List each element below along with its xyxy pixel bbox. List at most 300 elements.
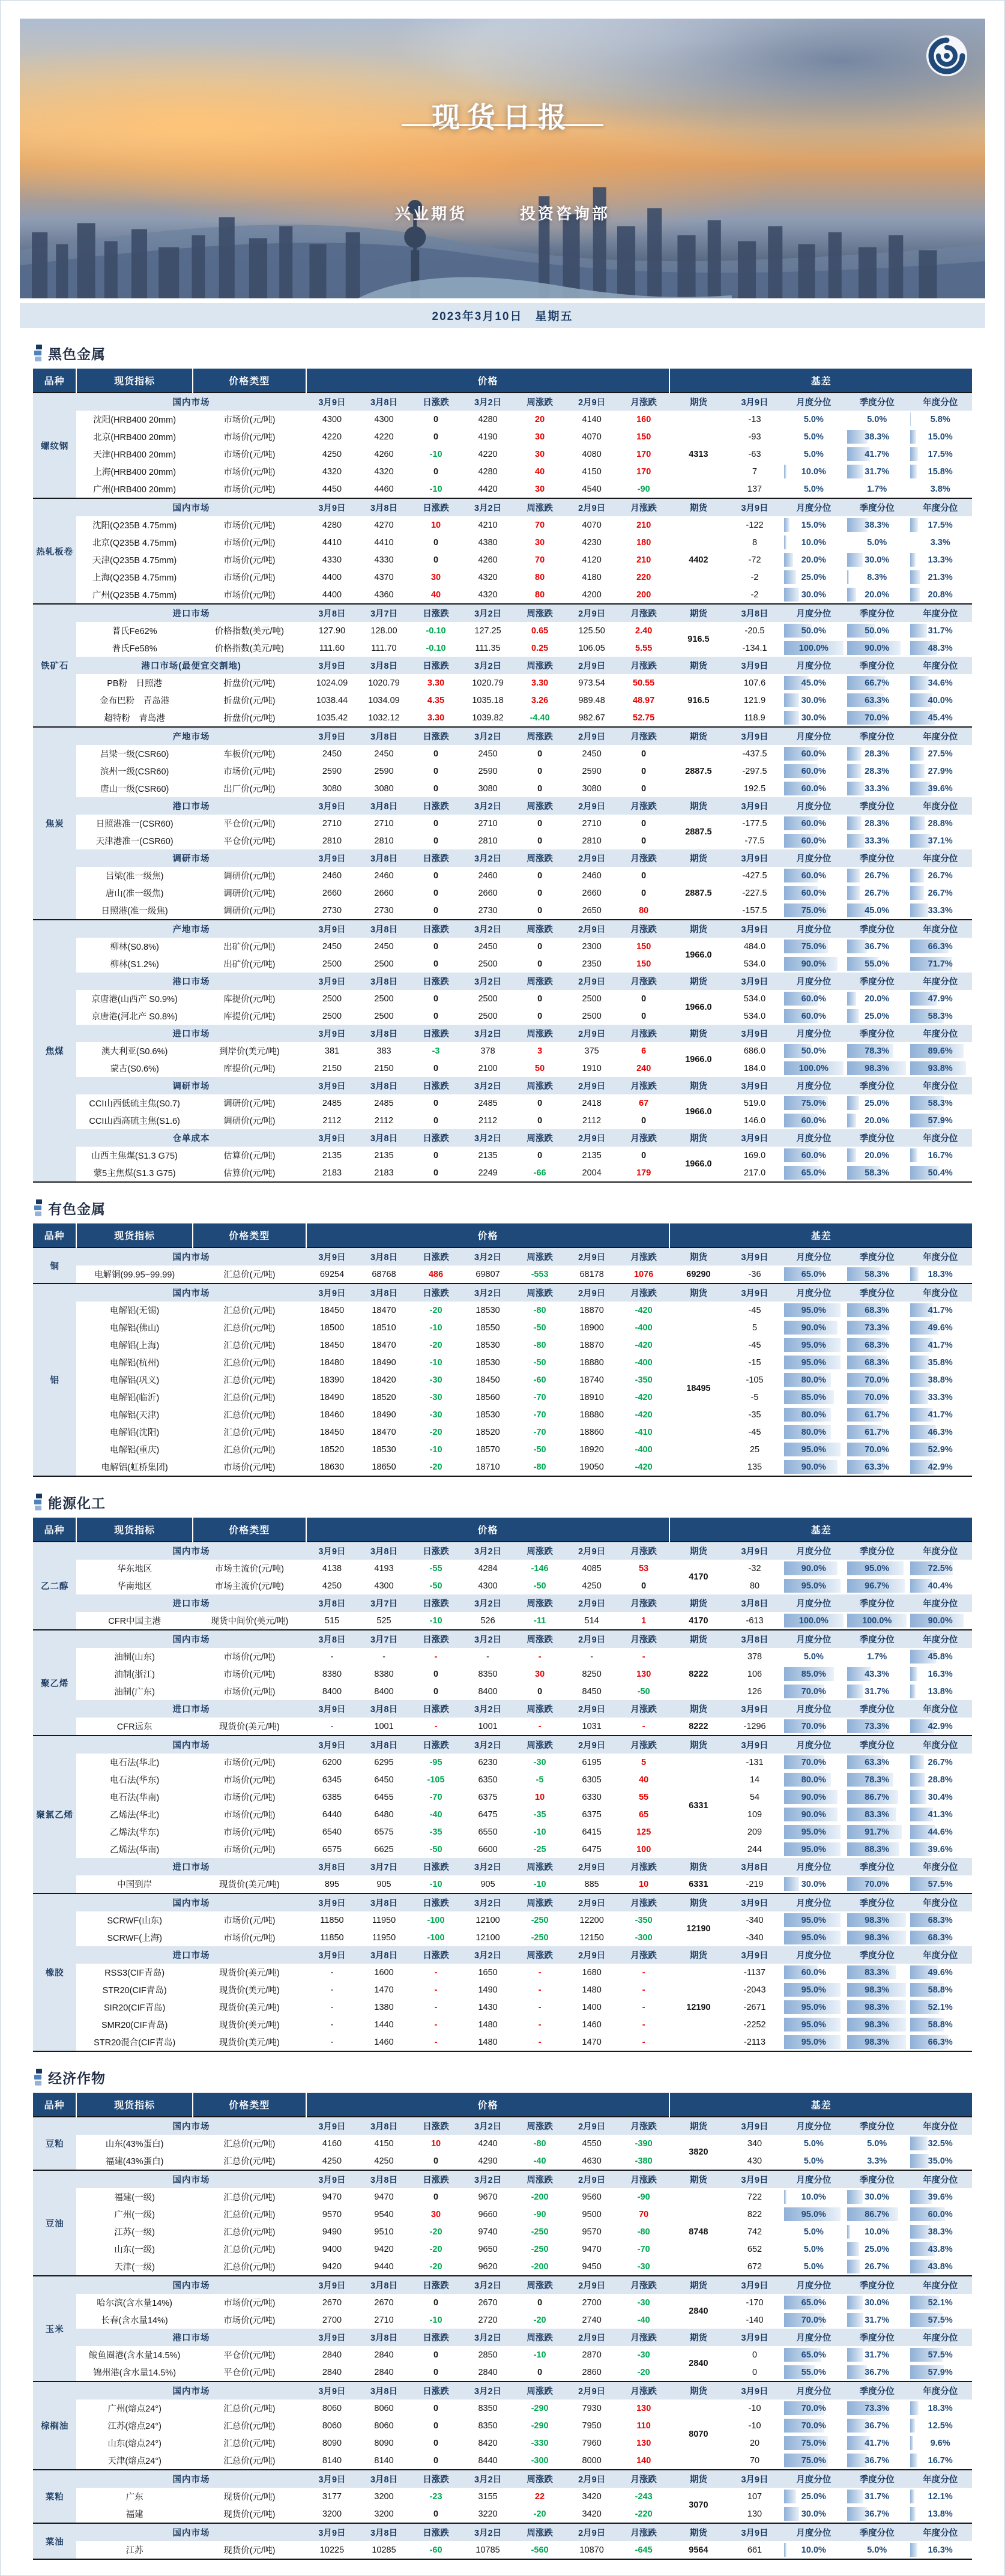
- table-row: [33, 1389, 972, 1406]
- date-header: 2月9日: [566, 1247, 618, 1265]
- percentile-bar: [910, 2401, 918, 2415]
- percentile-cell: 36.7%: [845, 2505, 908, 2523]
- price-cell: 515: [306, 1612, 358, 1630]
- percentile-bar: [847, 869, 860, 882]
- price-type-cell: 调研价(元/吨): [193, 1094, 306, 1112]
- basis-cell: -45: [727, 1336, 782, 1354]
- percentile-cell: 57.9%: [908, 2363, 972, 2381]
- price-cell: 9670: [462, 2188, 514, 2206]
- price-cell: 381: [306, 1042, 358, 1060]
- change-cell: -70: [410, 1788, 462, 1806]
- commodity-group: [33, 2117, 972, 2170]
- percentile-cell: 70.0%: [782, 2417, 845, 2434]
- percentile-header: 季度分位: [845, 498, 908, 516]
- price-type-cell: 估算价(元/吨): [193, 1164, 306, 1182]
- basis-date-header: 3月9日: [727, 1736, 782, 1754]
- change-cell: 52.75: [618, 709, 670, 727]
- percentile-cell: 25.0%: [782, 569, 845, 586]
- percentile-cell: 80.0%: [782, 1371, 845, 1389]
- price-cell: 4460: [358, 480, 410, 498]
- date-header: 3月7日: [358, 1630, 410, 1648]
- price-cell: 4280: [462, 411, 514, 428]
- percentile-cell: 86.7%: [845, 1788, 908, 1806]
- price-cell: 3177: [306, 2488, 358, 2505]
- price-cell: 4150: [358, 2135, 410, 2152]
- table-row: [33, 1319, 972, 1336]
- futures-cell: 2887.5: [669, 745, 727, 797]
- change-cell: -50: [514, 1354, 566, 1371]
- percentile-bar: [910, 570, 920, 584]
- price-cell: 2710: [306, 815, 358, 832]
- price-type-cell: 市场价(元/吨): [193, 586, 306, 604]
- market-subheader-row: [33, 1129, 972, 1147]
- percentile-cell: 31.7%: [845, 1683, 908, 1700]
- price-type-cell: 汇总价(元/吨): [193, 1265, 306, 1283]
- change-cell: 125: [618, 1823, 670, 1841]
- change-cell: -: [410, 2016, 462, 2033]
- col-price-type: 价格类型: [193, 369, 306, 393]
- percentile-cell: 36.7%: [845, 2452, 908, 2470]
- percentile-bar: [910, 430, 916, 444]
- date-header: 2月9日: [566, 1077, 618, 1094]
- percentile-cell: 20.0%: [845, 990, 908, 1007]
- price-cell: 4280: [306, 516, 358, 534]
- percentile-cell: 18.3%: [908, 2400, 972, 2417]
- date-header: 3月2日: [462, 1858, 514, 1875]
- price-cell: 4300: [358, 411, 410, 428]
- market-subheader-row: [33, 1893, 972, 1911]
- percentile-cell: 30.0%: [845, 2294, 908, 2311]
- date-header: 月涨跌: [618, 2470, 670, 2488]
- percentile-cell: 90.0%: [782, 1560, 845, 1577]
- change-cell: -290: [514, 2417, 566, 2434]
- price-cell: 6350: [462, 1771, 514, 1788]
- basis-cell: -227.5: [727, 884, 782, 902]
- percentile-header: 月度分位: [782, 2329, 845, 2346]
- indicator-cell: 电解铝(上海): [76, 1336, 193, 1354]
- percentile-header: 年度分位: [908, 498, 972, 516]
- date-header: 周涨跌: [514, 727, 566, 745]
- change-cell: 65: [618, 1806, 670, 1823]
- percentile-bar: [847, 465, 863, 478]
- price-cell: 8060: [306, 2417, 358, 2434]
- futures-cell: 2840: [669, 2294, 727, 2329]
- change-cell: -: [410, 1964, 462, 1981]
- percentile-cell: 60.0%: [782, 990, 845, 1007]
- market-label: 国内市场: [76, 1542, 306, 1560]
- commodity-group: [33, 2276, 972, 2381]
- futures-header: 期货: [669, 973, 727, 990]
- basis-cell: 244: [727, 1841, 782, 1858]
- change-cell: 40: [618, 1771, 670, 1788]
- indicator-cell: STR20混合(CIF青岛): [76, 2033, 193, 2051]
- basis-cell: 378: [727, 1648, 782, 1665]
- price-type-cell: 现货价(美元/吨): [193, 1998, 306, 2016]
- table-row: [33, 2434, 972, 2452]
- percentile-cell: 15.0%: [782, 516, 845, 534]
- change-cell: 53: [618, 1560, 670, 1577]
- percentile-cell: 98.3%: [845, 1911, 908, 1929]
- table-row: [33, 2033, 972, 2051]
- indicator-cell: 华南地区: [76, 1577, 193, 1594]
- change-cell: -560: [514, 2541, 566, 2559]
- table-row: [33, 2258, 972, 2276]
- date-header: 周涨跌: [514, 2117, 566, 2135]
- basis-date-header: 3月9日: [727, 1946, 782, 1964]
- date-header: 3月2日: [462, 2329, 514, 2346]
- date-header: 3月2日: [462, 2470, 514, 2488]
- table-row: [33, 762, 972, 780]
- price-cell: 18450: [306, 1302, 358, 1319]
- market-subheader-row: [33, 498, 972, 516]
- date-header: 2月9日: [566, 727, 618, 745]
- change-cell: -: [618, 1718, 670, 1736]
- percentile-cell: 27.5%: [908, 745, 972, 762]
- price-type-cell: 市场价(元/吨): [193, 516, 306, 534]
- price-cell: 2460: [462, 867, 514, 884]
- percentile-cell: 42.9%: [908, 1718, 972, 1736]
- price-cell: 9510: [358, 2223, 410, 2240]
- date-header: 3月2日: [462, 393, 514, 411]
- price-cell: 2460: [358, 867, 410, 884]
- table-row: [33, 1929, 972, 1946]
- change-cell: -: [410, 1981, 462, 1998]
- date-header: 3月9日: [306, 1025, 358, 1042]
- col-price-type: 价格类型: [193, 1223, 306, 1247]
- change-cell: -: [618, 1981, 670, 1998]
- table-row: [33, 569, 972, 586]
- date-header: 月涨跌: [618, 1025, 670, 1042]
- date-header: 周涨跌: [514, 1283, 566, 1302]
- price-cell: 1001: [462, 1718, 514, 1736]
- change-cell: -390: [618, 2135, 670, 2152]
- indicator-cell: 电解铝(巩义): [76, 1371, 193, 1389]
- price-cell: 514: [566, 1612, 618, 1630]
- price-cell: 68768: [358, 1265, 410, 1283]
- percentile-cell: 52.1%: [908, 1998, 972, 2016]
- change-cell: -250: [514, 2223, 566, 2240]
- change-cell: -330: [514, 2434, 566, 2452]
- change-cell: 0.25: [514, 639, 566, 657]
- percentile-header: 年度分位: [908, 2170, 972, 2188]
- market-subheader-row: [33, 1283, 972, 1302]
- price-type-cell: 汇总价(元/吨): [193, 1302, 306, 1319]
- table-row: [33, 902, 972, 920]
- commodity-group: [33, 2381, 972, 2470]
- date-header: 月涨跌: [618, 1946, 670, 1964]
- date-header: 周涨跌: [514, 657, 566, 674]
- indicator-cell: 广州(HRB400 20mm): [76, 480, 193, 498]
- date-header: 日涨跌: [410, 1283, 462, 1302]
- percentile-cell: 98.3%: [845, 1929, 908, 1946]
- price-cell: 2700: [306, 2311, 358, 2329]
- variety-cell: 乙二醇: [33, 1542, 76, 1630]
- basis-cell: 340: [727, 2135, 782, 2152]
- percentile-bar: [910, 747, 924, 761]
- percentile-header: 年度分位: [908, 2381, 972, 2400]
- price-cell: 18500: [306, 1319, 358, 1336]
- futures-header: 期货: [669, 1283, 727, 1302]
- change-cell: -20: [410, 1336, 462, 1354]
- change-cell: -35: [514, 1806, 566, 1823]
- percentile-header: 月度分位: [782, 2117, 845, 2135]
- percentile-cell: 30.0%: [782, 692, 845, 709]
- percentile-cell: 95.0%: [782, 1441, 845, 1458]
- price-cell: 10225: [306, 2541, 358, 2559]
- price-cell: 895: [306, 1875, 358, 1893]
- price-type-cell: 出矿价(元/吨): [193, 955, 306, 973]
- price-cell: 127.90: [306, 622, 358, 639]
- table-row: [33, 1336, 972, 1354]
- price-cell: 2004: [566, 1164, 618, 1182]
- percentile-cell: 12.1%: [908, 2488, 972, 2505]
- date-header: 3月8日: [358, 2117, 410, 2135]
- indicator-cell: CCI山西低硫主焦(S0.7): [76, 1094, 193, 1112]
- date-header: 3月2日: [462, 1283, 514, 1302]
- basis-date-header: 3月9日: [727, 2381, 782, 2400]
- price-type-cell: 库提价(元/吨): [193, 1007, 306, 1025]
- date-header: 3月2日: [462, 1630, 514, 1648]
- change-cell: -400: [618, 1319, 670, 1336]
- percentile-cell: 73.3%: [845, 1319, 908, 1336]
- price-cell: 4320: [462, 569, 514, 586]
- section-title: 有色金属: [48, 1198, 106, 1218]
- futures-header: 期货: [669, 727, 727, 745]
- market-label: 进口市场: [76, 1025, 306, 1042]
- price-cell: 2740: [566, 2311, 618, 2329]
- section-title: 能源化工: [48, 1492, 106, 1512]
- percentile-bar: [910, 2436, 913, 2450]
- price-cell: 1024.09: [306, 674, 358, 692]
- percentile-header: 季度分位: [845, 1025, 908, 1042]
- price-cell: 18470: [358, 1336, 410, 1354]
- market-label: 国内市场: [76, 498, 306, 516]
- indicator-cell: 山东(熔点24°): [76, 2434, 193, 2452]
- change-cell: 0: [514, 832, 566, 849]
- percentile-cell: 30.4%: [908, 1788, 972, 1806]
- price-cell: 1480: [462, 2016, 514, 2033]
- price-cell: 1910: [566, 1060, 618, 1077]
- percentile-cell: 26.7%: [908, 867, 972, 884]
- price-type-cell: 市场价(元/吨): [193, 1754, 306, 1771]
- percentile-cell: 8.3%: [845, 569, 908, 586]
- date-header: 周涨跌: [514, 2329, 566, 2346]
- price-type-cell: 折盘价(元/吨): [193, 674, 306, 692]
- date-header: 日涨跌: [410, 1129, 462, 1147]
- price-type-cell: 市场价(元/吨): [193, 1771, 306, 1788]
- percentile-header: 季度分位: [845, 849, 908, 867]
- price-cell: 2810: [306, 832, 358, 849]
- change-cell: -350: [618, 1911, 670, 1929]
- change-cell: 10: [514, 1788, 566, 1806]
- percentile-bar: [847, 834, 865, 848]
- price-cell: 9400: [306, 2240, 358, 2258]
- table-row: [33, 1981, 972, 1998]
- price-cell: 4085: [566, 1560, 618, 1577]
- commodity-group: [33, 727, 972, 920]
- percentile-cell: 42.9%: [908, 1458, 972, 1476]
- percentile-header: 年度分位: [908, 849, 972, 867]
- market-subheader-row: [33, 1946, 972, 1964]
- price-type-cell: 价格指数(美元/吨): [193, 639, 306, 657]
- table-row: [33, 2505, 972, 2523]
- percentile-cell: 61.7%: [845, 1406, 908, 1423]
- date-header: 3月9日: [306, 797, 358, 815]
- price-cell: 8450: [566, 1683, 618, 1700]
- change-cell: -20: [410, 1458, 462, 1476]
- basis-cell: 534.0: [727, 990, 782, 1007]
- percentile-cell: 20.0%: [782, 551, 845, 569]
- date-header: 2月9日: [566, 797, 618, 815]
- date-header: 3月2日: [462, 1542, 514, 1560]
- percentile-cell: 75.0%: [782, 902, 845, 920]
- percentile-cell: 95.0%: [782, 1302, 845, 1319]
- change-cell: 50.55: [618, 674, 670, 692]
- market-label: 国内市场: [76, 1893, 306, 1911]
- table-row: [33, 2240, 972, 2258]
- market-label: 进口市场: [76, 1946, 306, 1964]
- basis-cell: 80: [727, 1577, 782, 1594]
- price-cell: 6475: [462, 1806, 514, 1823]
- table-row: [33, 815, 972, 832]
- percentile-bar: [784, 518, 790, 532]
- percentile-cell: 57.5%: [908, 2311, 972, 2329]
- change-cell: -10: [410, 1441, 462, 1458]
- indicator-cell: 天津(Q235B 4.75mm): [76, 551, 193, 569]
- change-cell: 170: [618, 463, 670, 480]
- change-cell: -3: [410, 1042, 462, 1060]
- change-cell: 0: [410, 2417, 462, 2434]
- date-header: 周涨跌: [514, 2470, 566, 2488]
- percentile-bar: [910, 2454, 917, 2467]
- change-cell: 0: [618, 1112, 670, 1129]
- price-cell: 106.05: [566, 639, 618, 657]
- change-cell: -645: [618, 2541, 670, 2559]
- col-variety: 品种: [33, 1223, 76, 1247]
- col-group-basis: 基差: [669, 1223, 972, 1247]
- basis-cell: 430: [727, 2152, 782, 2170]
- percentile-cell: 60.0%: [782, 867, 845, 884]
- price-type-cell: 汇总价(元/吨): [193, 2400, 306, 2417]
- price-cell: 11850: [306, 1929, 358, 1946]
- date-header: 3月9日: [306, 849, 358, 867]
- percentile-cell: 52.9%: [908, 1441, 972, 1458]
- indicator-cell: 山东(43%蛋白): [76, 2135, 193, 2152]
- basis-date-header: 3月9日: [727, 2276, 782, 2294]
- price-type-cell: 价格指数(美元/吨): [193, 622, 306, 639]
- percentile-cell: 28.3%: [845, 745, 908, 762]
- price-cell: 2810: [566, 832, 618, 849]
- price-cell: 4190: [462, 428, 514, 445]
- price-cell: 378: [462, 1042, 514, 1060]
- percentile-cell: 13.8%: [908, 2505, 972, 2523]
- date-header: 3月9日: [306, 1893, 358, 1911]
- change-cell: 0: [514, 938, 566, 955]
- percentile-cell: 70.0%: [782, 2400, 845, 2417]
- market-label: 调研市场: [76, 1077, 306, 1094]
- basis-cell: -2043: [727, 1981, 782, 1998]
- indicator-cell: 蒙5主焦煤(S1.3 G75): [76, 1164, 193, 1182]
- date-header: 周涨跌: [514, 1736, 566, 1754]
- date-header: 日涨跌: [410, 920, 462, 938]
- change-cell: 0: [410, 2434, 462, 2452]
- price-cell: -: [358, 1648, 410, 1665]
- date-header: 周涨跌: [514, 1594, 566, 1612]
- basis-cell: -613: [727, 1612, 782, 1630]
- date-header: 3月2日: [462, 1077, 514, 1094]
- percentile-cell: 5.0%: [845, 2135, 908, 2152]
- price-type-cell: 汇总价(元/吨): [193, 2206, 306, 2223]
- price-cell: 2670: [462, 2294, 514, 2311]
- date-header: 3月9日: [306, 2329, 358, 2346]
- percentile-header: 季度分位: [845, 1858, 908, 1875]
- date-header: 日涨跌: [410, 498, 462, 516]
- date-header: 3月9日: [306, 727, 358, 745]
- date-header: 日涨跌: [410, 1077, 462, 1094]
- percentile-cell: 100.0%: [782, 1612, 845, 1630]
- percentile-cell: 40.4%: [908, 1577, 972, 1594]
- price-cell: 8400: [462, 1683, 514, 1700]
- percentile-cell: 13.3%: [908, 551, 972, 569]
- price-type-cell: 市场主流价(元/吨): [193, 1577, 306, 1594]
- change-cell: 40: [410, 586, 462, 604]
- basis-cell: 130: [727, 2505, 782, 2523]
- basis-date-header: 3月9日: [727, 1129, 782, 1147]
- table-row: [33, 2363, 972, 2381]
- indicator-cell: 广州(Q235B 4.75mm): [76, 586, 193, 604]
- date-header: 月涨跌: [618, 2117, 670, 2135]
- change-cell: -: [514, 2033, 566, 2051]
- percentile-cell: 68.3%: [908, 1929, 972, 1946]
- percentile-cell: 18.3%: [908, 1265, 972, 1283]
- table-row: [33, 1423, 972, 1441]
- date-header: 月涨跌: [618, 1247, 670, 1265]
- market-subheader-row: [33, 1700, 972, 1718]
- change-cell: -: [618, 1964, 670, 1981]
- price-cell: 2500: [306, 955, 358, 973]
- percentile-cell: 70.0%: [845, 1389, 908, 1406]
- change-cell: 3.30: [410, 674, 462, 692]
- percentile-header: 月度分位: [782, 920, 845, 938]
- change-cell: 0: [514, 780, 566, 797]
- date-header: 2月9日: [566, 657, 618, 674]
- price-type-cell: 平仓价(元/吨): [193, 832, 306, 849]
- change-cell: -10: [410, 1875, 462, 1893]
- percentile-header: 年度分位: [908, 1025, 972, 1042]
- basis-cell: 209: [727, 1823, 782, 1841]
- percentile-header: 月度分位: [782, 657, 845, 674]
- price-cell: 2700: [566, 2294, 618, 2311]
- percentile-cell: 83.3%: [845, 1806, 908, 1823]
- date-header: 2月9日: [566, 849, 618, 867]
- market-label: 国内市场: [76, 393, 306, 411]
- percentile-cell: 40.0%: [908, 692, 972, 709]
- percentile-cell: 3.8%: [908, 480, 972, 498]
- market-label: 国内市场: [76, 1283, 306, 1302]
- futures-cell: 2887.5: [669, 815, 727, 849]
- price-cell: 18650: [358, 1458, 410, 1476]
- change-cell: 0: [618, 1007, 670, 1025]
- basis-date-header: 3月9日: [727, 2329, 782, 2346]
- change-cell: -80: [514, 1458, 566, 1476]
- price-cell: 6330: [566, 1788, 618, 1806]
- section-bullet-icon: [34, 2069, 42, 2087]
- date-header: 3月9日: [306, 973, 358, 990]
- price-cell: 3080: [306, 780, 358, 797]
- section-title: 经济作物: [48, 2068, 106, 2087]
- change-cell: -0.10: [410, 622, 462, 639]
- percentile-cell: 36.7%: [845, 938, 908, 955]
